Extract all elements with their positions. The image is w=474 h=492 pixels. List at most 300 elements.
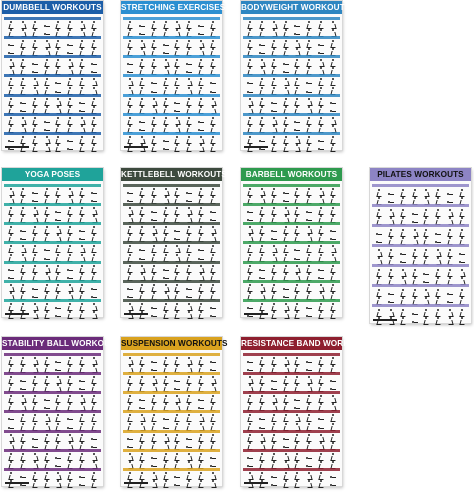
exercise-figure [388,277,394,284]
exercise-figure [67,461,73,468]
exercise-figure [79,273,85,280]
exercise-figure [318,215,324,222]
exercise-figure [330,40,336,47]
exercise-figure [283,191,289,195]
exercise-figure [186,365,192,372]
exercise-figure [186,234,192,241]
exercise-figure [139,284,145,291]
exercise-row [372,267,469,276]
exercise-figure [67,472,73,479]
exercise-row [243,206,340,214]
exercise-figure [55,125,61,132]
exercise-figure [283,226,289,233]
exercise-figure [163,376,169,383]
exercise-figure [91,365,97,372]
exercise-figure [198,188,204,195]
exercise-figure [174,87,180,94]
section-divider [243,241,340,244]
exercise-figure [283,461,289,468]
exercise-figure [306,273,312,280]
exercise-figure [151,40,157,47]
exercise-row [243,116,340,124]
exercise-figure [294,98,300,105]
exercise-figure [210,273,216,280]
exercise-figure [8,268,14,272]
exercise-row [4,272,101,280]
exercise-figure [139,48,145,55]
exercise-figure [55,226,61,233]
section-divider [123,468,220,471]
exercise-figure [174,423,180,430]
exercise-figure [330,395,336,402]
exercise-figure [210,136,216,143]
exercise-row [4,124,101,132]
exercise-figure [174,101,180,105]
exercise-figure [271,284,277,291]
exercise-figure [79,403,85,410]
exercise-figure [259,125,265,132]
exercise-figure [186,423,192,430]
exercise-figure [91,136,97,143]
exercise-figure [79,101,85,105]
exercise-figure [330,87,336,94]
exercise-row [372,256,469,265]
section-divider [4,353,101,356]
exercise-figure [44,87,50,94]
exercise-figure [459,297,465,304]
exercise-figure [44,196,50,203]
exercise-figure [306,29,312,36]
section-divider [123,94,220,97]
exercise-figure [32,395,38,402]
exercise-figure [259,43,265,47]
exercise-row [123,214,220,222]
exercise-figure [20,284,26,291]
exercise-figure [174,21,180,28]
exercise-figure [44,357,50,364]
exercise-figure [67,303,73,310]
exercise-figure [91,125,97,132]
exercise-figure [44,434,50,441]
exercise-figure [174,483,180,487]
exercise-figure [8,434,14,441]
exercise-figure [174,265,180,272]
exercise-figure [79,303,85,310]
exercise-figure [259,106,265,113]
exercise-figure [186,125,192,132]
exercise-figure [198,24,204,28]
exercise-figure [283,40,289,47]
exercise-figure [447,309,453,316]
exercise-figure [79,29,85,36]
exercise-figure [8,207,14,214]
exercise-figure [423,297,429,304]
exercise-figure [271,292,277,299]
exercise-figure [330,245,336,252]
exercise-figure [55,210,61,214]
exercise-figure [318,21,324,28]
exercise-row [4,206,101,214]
exercise-figure [294,480,300,487]
exercise-figure [32,403,38,410]
exercise-figure [259,59,265,66]
exercise-figure [151,98,157,105]
exercise-figure [306,403,312,410]
exercise-figure [44,414,50,421]
exercise-figure [127,472,133,479]
exercise-figure [32,106,38,113]
exercise-row [4,97,101,105]
exercise-figure [32,87,38,94]
exercise-figure [198,292,204,299]
exercise-figure [306,81,312,85]
section-divider [123,113,220,116]
section-divider [123,430,220,433]
exercise-figure [44,188,50,195]
exercise-row [123,135,220,143]
exercise-figure [127,287,133,291]
exercise-figure [247,254,253,261]
exercise-figure [8,461,14,468]
exercise-figure [210,292,216,299]
exercise-figure [423,249,429,256]
poster-kettlebell [121,168,227,317]
exercise-figure [139,273,145,280]
exercise-figure [20,196,26,203]
exercise-figure [376,309,382,316]
exercise-figure [306,210,312,214]
exercise-grid [123,353,220,480]
exercise-figure [294,292,300,299]
exercise-figure [198,273,204,280]
exercise-figure [459,277,465,284]
exercise-figure [32,48,38,55]
exercise-figure [44,136,50,143]
section-divider [123,132,220,135]
exercise-row [372,196,469,205]
exercise-figure [163,417,169,421]
exercise-figure [294,87,300,94]
exercise-figure [376,217,382,224]
exercise-figure [271,379,277,383]
exercise-figure [55,442,61,449]
exercise-figure [210,414,216,421]
exercise-row [4,195,101,203]
exercise-row [243,264,340,272]
exercise-figure [259,268,265,272]
exercise-figure [44,248,50,252]
exercise-figure [20,414,26,421]
exercise-figure [330,475,336,479]
exercise-figure [139,67,145,74]
exercise-figure [32,472,38,479]
exercise-figure [412,257,418,264]
exercise-figure [79,461,85,468]
exercise-figure [151,136,157,143]
exercise-figure [186,414,192,421]
exercise-figure [8,376,14,383]
exercise-figure [32,29,38,36]
exercise-figure [318,395,324,402]
exercise-figure [55,423,61,430]
exercise-figure [400,237,406,244]
exercise-row [243,97,340,105]
exercise-row [4,28,101,36]
exercise-figure [20,101,26,105]
exercise-figure [330,461,336,468]
exercise-row [123,58,220,66]
exercise-figure [198,207,204,214]
exercise-figure [294,398,300,402]
exercise-figure [127,265,133,272]
exercise-figure [139,423,145,430]
exercise-row [4,264,101,272]
exercise-figure [174,245,180,252]
exercise-figure [459,229,465,236]
exercise-figure [259,98,265,105]
exercise-figure [55,395,61,402]
exercise-figure [186,117,192,124]
section-divider [123,299,220,302]
exercise-figure [198,120,204,124]
exercise-figure [20,188,26,195]
exercise-figure [139,461,145,468]
section-divider [4,94,101,97]
exercise-figure [186,106,192,113]
exercise-figure [318,453,324,460]
exercise-figure [259,303,265,310]
exercise-figure [210,21,216,28]
exercise-figure [459,189,465,196]
exercise-figure [151,21,157,28]
exercise-figure [32,273,38,280]
exercise-figure [151,456,157,460]
exercise-figure [198,98,204,105]
exercise-figure [259,78,265,85]
poster-title: DUMBBELL WORKOUTS [3,3,102,12]
section-divider [4,113,101,116]
exercise-row [123,302,220,310]
exercise-row [123,39,220,47]
exercise-row [4,471,101,479]
exercise-grid [372,184,469,317]
exercise-figure [91,40,97,47]
section-divider [372,184,469,187]
exercise-figure [400,189,406,196]
exercise-figure [247,234,253,241]
exercise-figure [271,78,277,85]
exercise-figure [294,365,300,372]
exercise-figure [67,480,73,487]
exercise-figure [330,101,336,105]
exercise-figure [20,395,26,402]
exercise-figure [318,480,324,487]
exercise-figure [91,461,97,468]
exercise-figure [306,117,312,124]
exercise-row [372,207,469,216]
exercise-figure [127,106,133,113]
exercise-figure [79,78,85,85]
exercise-figure [412,249,418,256]
exercise-figure [388,269,394,276]
exercise-figure [139,87,145,94]
exercise-figure [174,453,180,460]
exercise-figure [210,423,216,430]
exercise-figure [186,453,192,460]
section-divider [123,222,220,225]
exercise-figure [259,234,265,241]
section-divider [243,391,340,394]
exercise-figure [259,254,265,261]
exercise-figure [44,120,50,124]
exercise-figure [20,357,26,364]
exercise-figure [55,106,61,113]
exercise-figure [163,434,169,441]
exercise-figure [306,284,312,291]
exercise-figure [318,139,324,143]
exercise-figure [271,101,277,105]
exercise-figure [174,78,180,85]
exercise-figure [20,48,26,55]
exercise-row [123,225,220,233]
exercise-figure [174,475,180,479]
exercise-figure [283,265,289,272]
exercise-figure [198,453,204,460]
exercise-figure [127,303,133,310]
exercise-figure [79,423,85,430]
exercise-figure [271,311,277,318]
exercise-figure [163,268,169,272]
exercise-figure [435,232,441,236]
exercise-figure [32,136,38,143]
exercise-figure [198,480,204,487]
exercise-figure [32,461,38,468]
exercise-row [243,85,340,93]
exercise-figure [127,395,133,402]
exercise-figure [318,472,324,479]
exercise-figure [127,254,133,261]
exercise-figure [306,306,312,310]
section-divider [243,74,340,77]
exercise-figure [210,254,216,261]
exercise-figure [32,437,38,441]
section-divider [123,17,220,20]
exercise-figure [186,207,192,214]
exercise-figure [271,414,277,421]
exercise-figure [330,229,336,233]
exercise-figure [271,442,277,449]
exercise-figure [20,423,26,430]
exercise-row [123,394,220,402]
exercise-row [372,247,469,256]
exercise-figure [55,234,61,241]
exercise-figure [247,414,253,421]
exercise-figure [20,29,26,36]
exercise-figure [151,265,157,272]
exercise-figure [423,197,429,204]
exercise-figure [8,188,14,195]
section-divider [123,372,220,375]
exercise-figure [330,29,336,36]
exercise-figure [306,59,312,66]
footer-logo [244,482,268,484]
section-divider [243,222,340,225]
exercise-figure [20,475,26,479]
exercise-row [243,225,340,233]
section-divider [4,449,101,452]
exercise-figure [55,136,61,143]
exercise-figure [55,117,61,124]
exercise-figure [139,136,145,143]
exercise-figure [32,365,38,372]
exercise-figure [44,48,50,55]
section-divider [123,36,220,39]
exercise-figure [435,197,441,204]
exercise-figure [376,209,382,216]
exercise-figure [423,237,429,244]
exercise-figure [186,403,192,410]
section-divider [123,353,220,356]
exercise-figure [151,284,157,291]
exercise-figure [247,306,253,310]
exercise-row [243,77,340,85]
exercise-figure [423,229,429,236]
exercise-figure [55,292,61,299]
exercise-figure [151,395,157,402]
exercise-figure [198,196,204,203]
exercise-figure [79,245,85,252]
exercise-grid [4,353,101,480]
section-divider [4,132,101,135]
exercise-figure [151,117,157,124]
exercise-figure [271,40,277,47]
exercise-figure [186,303,192,310]
exercise-figure [198,234,204,241]
exercise-figure [412,289,418,296]
exercise-figure [423,289,429,296]
exercise-figure [271,273,277,280]
exercise-figure [318,245,324,252]
exercise-figure [8,234,14,241]
exercise-figure [79,67,85,74]
exercise-figure [127,125,133,132]
exercise-figure [210,81,216,85]
exercise-figure [283,437,289,441]
exercise-figure [67,268,73,272]
exercise-figure [318,196,324,203]
exercise-figure [55,21,61,28]
exercise-figure [55,98,61,105]
exercise-figure [79,144,85,151]
exercise-figure [186,287,192,291]
exercise-figure [163,43,169,47]
exercise-figure [91,403,97,410]
exercise-figure [163,196,169,203]
exercise-figure [55,254,61,261]
exercise-figure [247,284,253,291]
exercise-row [4,413,101,421]
exercise-figure [198,376,204,383]
exercise-row [123,97,220,105]
exercise-figure [388,217,394,224]
exercise-figure [67,357,73,364]
exercise-figure [330,207,336,214]
exercise-figure [376,232,382,236]
exercise-figure [20,125,26,132]
exercise-figure [186,461,192,468]
exercise-figure [318,384,324,391]
exercise-row [4,58,101,66]
